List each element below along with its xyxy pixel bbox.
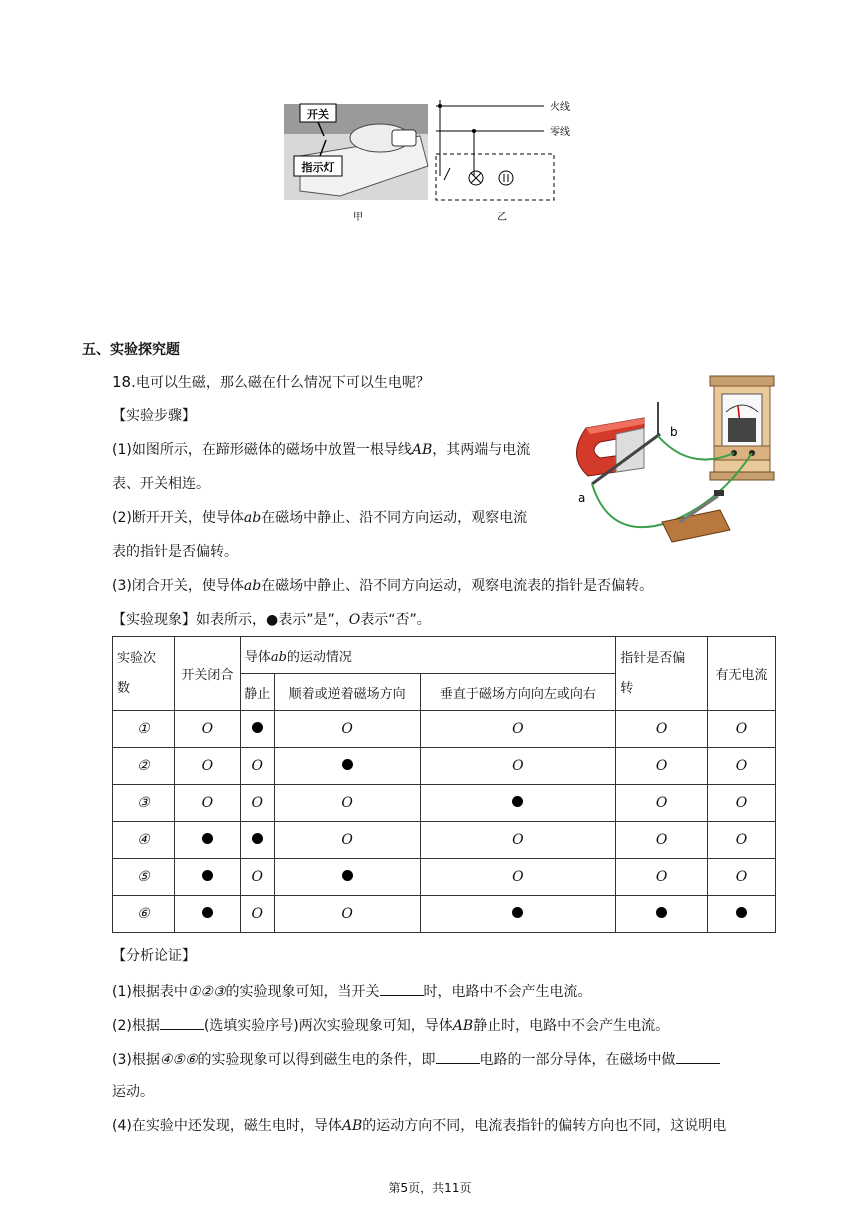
cell-no: O	[420, 748, 616, 785]
cell-no: O	[274, 711, 420, 748]
phenomenon-text-a: 【实验现象】如表所示，●表示”是”，	[112, 612, 349, 628]
header-motion-var: ab	[270, 649, 287, 665]
step-1-text-a: (1)如图所示，在蹄形磁体的磁场中放置一根导线	[112, 442, 412, 458]
caption-yi: 乙	[497, 212, 507, 223]
analysis-1-text-a: (1)根据表中	[112, 984, 188, 1000]
header-motion-text-a: 导体	[244, 649, 271, 665]
trial-number: ③	[113, 785, 175, 822]
knife-switch	[662, 490, 730, 542]
table-row	[113, 748, 776, 785]
analysis-3	[112, 1048, 720, 1070]
analysis-4	[112, 1116, 726, 1136]
neutral-wire-label: 零线	[550, 127, 570, 138]
analysis-3-symbols: ④⑤⑥	[159, 1052, 198, 1068]
cell-no: O	[274, 822, 420, 859]
phenomenon-o-symbol: O	[348, 612, 361, 628]
cell-yes	[240, 711, 274, 748]
circuit-diagram	[436, 100, 554, 200]
galvanometer	[710, 376, 774, 480]
cell-no: O	[616, 822, 708, 859]
answer-blank-1[interactable]	[380, 980, 424, 996]
filled-dot-icon	[202, 833, 213, 844]
step-3-var: ab	[243, 578, 262, 594]
filled-dot-icon	[202, 870, 213, 881]
cell-no: O	[708, 859, 776, 896]
analysis-3-text-c: 电路的一部分导体，在磁场中做	[479, 1052, 676, 1068]
observation-table	[112, 636, 776, 933]
answer-blank-3[interactable]	[436, 1048, 480, 1064]
cell-yes	[274, 859, 420, 896]
table-row	[113, 822, 776, 859]
cell-yes	[616, 896, 708, 933]
cell-no: O	[240, 748, 274, 785]
switch-label: 开关	[307, 108, 329, 121]
analysis-2-var: AB	[452, 1018, 474, 1034]
cell-yes	[174, 859, 240, 896]
filled-dot-icon	[342, 870, 353, 881]
observation-rows	[113, 711, 776, 933]
cell-no: O	[616, 748, 708, 785]
phenomenon-line	[112, 610, 431, 630]
apparatus-label-a: a	[578, 491, 586, 505]
filled-dot-icon	[656, 907, 667, 918]
caption-jia: 甲	[353, 212, 363, 223]
analysis-2	[112, 1014, 669, 1036]
cell-yes	[240, 822, 274, 859]
cell-yes	[708, 896, 776, 933]
header-trial-line-2: 数	[117, 680, 131, 696]
cell-no: O	[274, 785, 420, 822]
table-row	[113, 785, 776, 822]
header-motion	[240, 637, 615, 674]
cell-yes	[174, 896, 240, 933]
filled-dot-icon	[252, 722, 263, 733]
step-2	[112, 508, 527, 528]
cell-no: O	[616, 859, 708, 896]
trial-number: ⑤	[113, 859, 175, 896]
table-row	[113, 711, 776, 748]
step-3-text-b: 在磁场中静止、沿不同方向运动，观察电流表的指针是否偏转。	[261, 578, 654, 594]
cell-no: O	[240, 859, 274, 896]
indicator-label: 指示灯	[301, 161, 335, 174]
step-1-cont: 表、开关相连。	[112, 476, 210, 492]
apparatus-figure	[570, 372, 780, 548]
analysis-1-text-c: 时，电路中不会产生电流。	[423, 984, 592, 1000]
filled-dot-icon	[512, 796, 523, 807]
analysis-4-var: AB	[341, 1118, 363, 1134]
apparatus-label-b: b	[670, 425, 678, 439]
step-2-var: ab	[243, 510, 262, 526]
filled-dot-icon	[736, 907, 747, 918]
analysis-4-text-a: (4)在实验中还发现，磁生电时，导体	[112, 1118, 342, 1134]
analysis-3-text-b: 的实验现象可以得到磁生电的条件，即	[197, 1052, 436, 1068]
cell-no: O	[174, 748, 240, 785]
analysis-3-text-a: (3)根据	[112, 1052, 160, 1068]
cell-yes	[420, 785, 616, 822]
header-trial-line-1: 实验次	[117, 650, 157, 666]
analysis-1-text-b: 的实验现象可知，当开关	[225, 984, 380, 1000]
cell-yes	[420, 896, 616, 933]
phenomenon-text-b: 表示“否”。	[360, 612, 431, 628]
header-deflect-line-1: 指针是否偏	[620, 650, 686, 666]
step-1	[112, 440, 530, 460]
trial-number: ⑥	[113, 896, 175, 933]
header-static: 静止	[240, 674, 274, 711]
analysis-1-symbols: ①②③	[187, 984, 226, 1000]
header-perpendicular: 垂直于磁场方向向左或向右	[420, 674, 616, 711]
header-along-field: 顺着或逆着磁场方向	[274, 674, 420, 711]
header-switch-closed: 开关闭合	[174, 637, 240, 711]
live-wire-label: 火线	[550, 102, 570, 113]
cell-no: O	[708, 711, 776, 748]
section-title: 五、实验探究题	[82, 342, 180, 358]
trial-number: ④	[113, 822, 175, 859]
cell-no: O	[420, 859, 616, 896]
analysis-2-text-b: (选填实验序号)两次实验现象可知，导体	[203, 1018, 453, 1034]
header-current: 有无电流	[708, 637, 776, 711]
step-2-text-b: 在磁场中静止、沿不同方向运动，观察电流	[261, 510, 528, 526]
analysis-1	[112, 980, 592, 1002]
step-3-text-a: (3)闭合开关，使导体	[112, 578, 244, 594]
cell-no: O	[420, 711, 616, 748]
cell-no: O	[240, 785, 274, 822]
cell-no: O	[708, 822, 776, 859]
question-stem-text: 电可以生磁，那么磁在什么情况下可以生电呢？	[135, 375, 430, 391]
cell-no: O	[240, 896, 274, 933]
step-1-var: AB	[411, 442, 433, 458]
question-stem	[112, 372, 430, 393]
answer-blank-4[interactable]	[676, 1048, 720, 1064]
question-number: 18.	[112, 373, 136, 391]
trial-number: ②	[113, 748, 175, 785]
filled-dot-icon	[252, 833, 263, 844]
cell-yes	[174, 822, 240, 859]
cell-no: O	[616, 711, 708, 748]
filled-dot-icon	[342, 759, 353, 770]
cell-yes	[274, 748, 420, 785]
cell-no: O	[616, 785, 708, 822]
analysis-2-text-a: (2)根据	[112, 1018, 160, 1034]
analysis-heading: 【分析论证】	[112, 948, 196, 964]
cell-no: O	[274, 896, 420, 933]
cell-no: O	[420, 822, 616, 859]
header-deflect	[616, 637, 708, 711]
socket-photo	[284, 104, 428, 200]
cell-no: O	[708, 748, 776, 785]
step-2-cont: 表的指针是否偏转。	[112, 544, 238, 560]
table-row	[113, 859, 776, 896]
step-1-text-b: ，其两端与电流	[432, 442, 531, 458]
filled-dot-icon	[202, 907, 213, 918]
steps-heading: 【实验步骤】	[112, 408, 196, 424]
page-footer: 第5页，共11页	[388, 1181, 472, 1195]
header-motion-text-b: 的运动情况	[286, 649, 352, 665]
answer-blank-2[interactable]	[160, 1014, 204, 1030]
header-deflect-line-2: 转	[620, 680, 634, 696]
step-2-text-a: (2)断开开关，使导体	[112, 510, 244, 526]
cell-no: O	[174, 711, 240, 748]
cell-no: O	[174, 785, 240, 822]
top-figure	[280, 96, 580, 224]
table-row	[113, 896, 776, 933]
trial-number: ①	[113, 711, 175, 748]
analysis-3-cont: 运动。	[112, 1084, 154, 1100]
cell-no: O	[708, 785, 776, 822]
filled-dot-icon	[512, 907, 523, 918]
analysis-4-text-b: 的运动方向不同，电流表指针的偏转方向也不同，这说明电	[362, 1118, 727, 1134]
header-trial	[113, 637, 175, 711]
horseshoe-magnet	[576, 418, 644, 476]
analysis-2-text-c: 静止时，电路中不会产生电流。	[473, 1018, 670, 1034]
step-3	[112, 576, 653, 596]
